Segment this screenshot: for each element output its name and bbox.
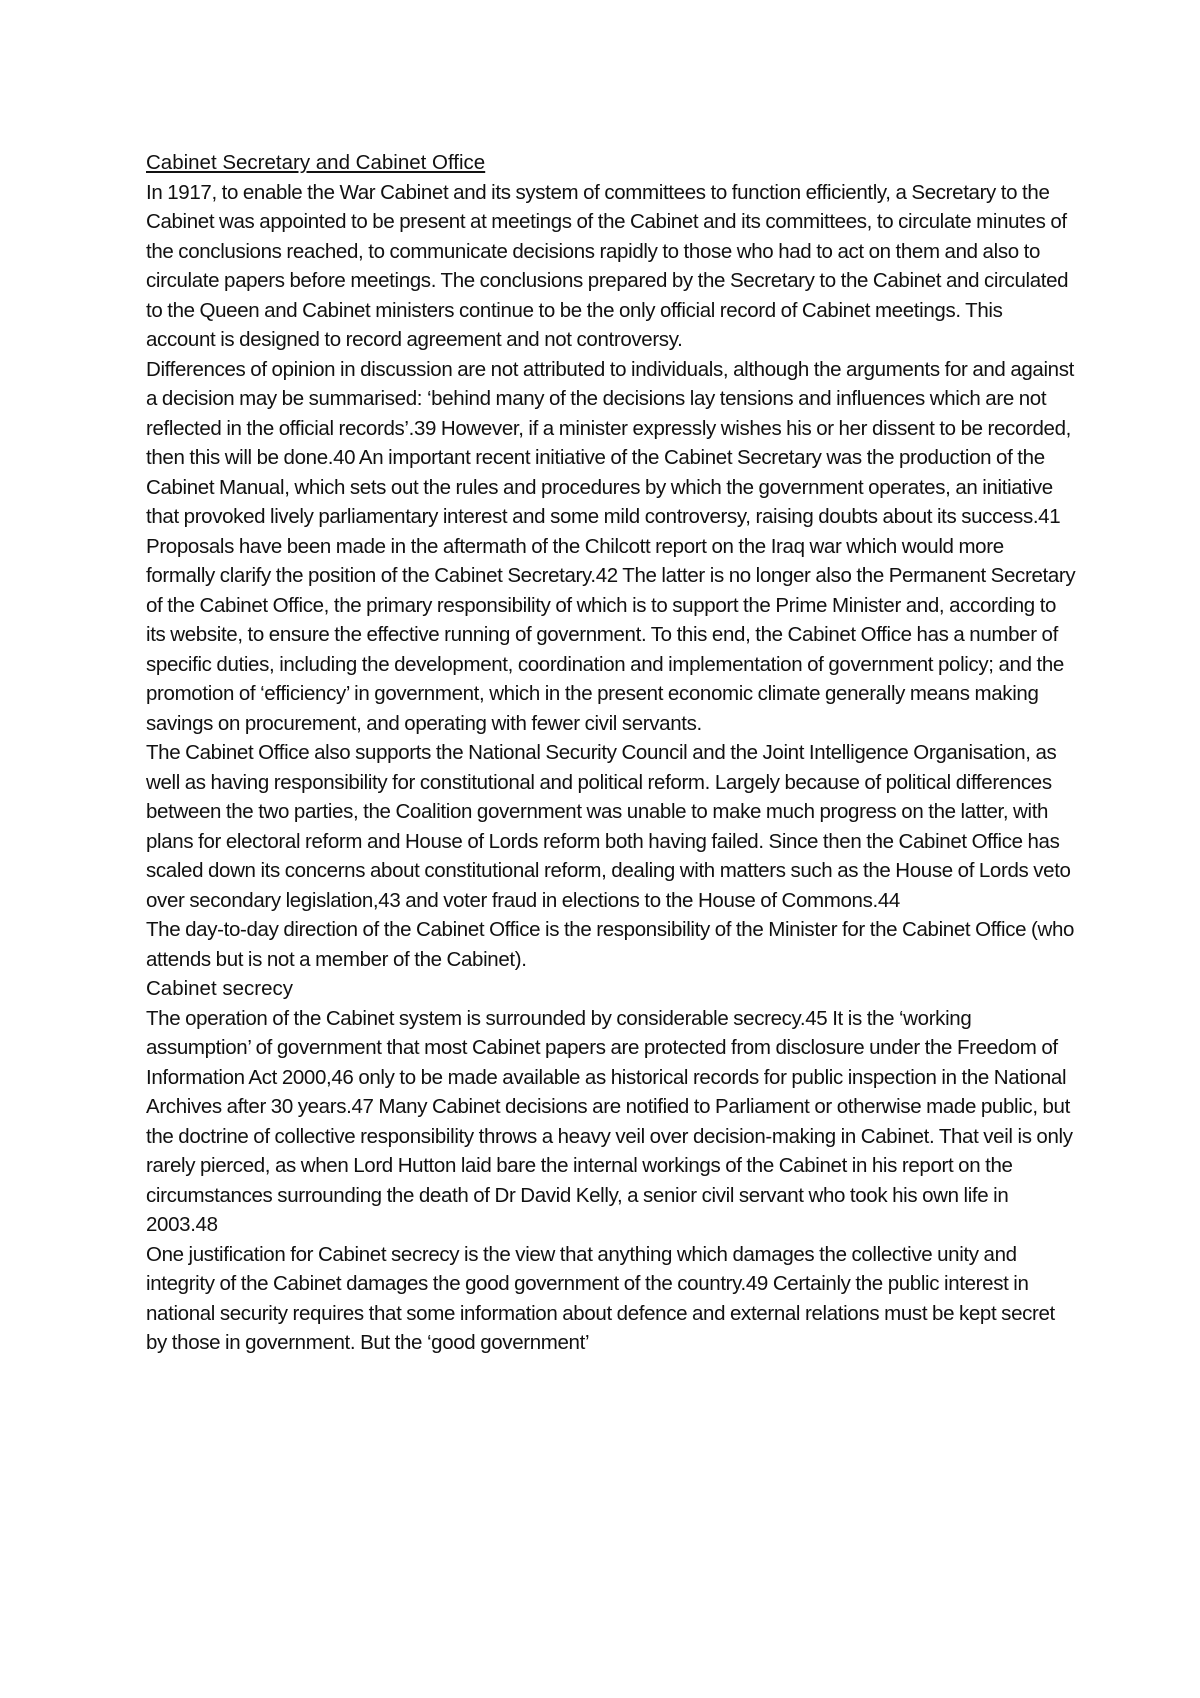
document-title: Cabinet Secretary and Cabinet Office bbox=[146, 151, 486, 174]
paragraph: The day-to-day direction of the Cabinet Office is the responsibility of the Minister for the Cabinet Office (who attends but is not a member of the Cabinet). bbox=[146, 918, 1075, 971]
document-page bbox=[146, 148, 1076, 1358]
section-heading: Cabinet secrecy bbox=[146, 977, 293, 1000]
paragraph: Proposals have been made in the aftermath of the Chilcott report on the Iraq war which would more formally clarify the position of the Cabinet Secretary.42 The latter is no longer also the Permanent Secretary of the Cabinet Office, the primary responsibility of which is to support the Prime Minister and, according to its website, to ensure the effective running of government. To this end, the Cabinet Office has a number of specific duties, including the development, coordination and implementation of government policy; and the promotion of ‘efficiency’ in government, which in the present economic climate generally means making savings on procurement, and operating with fewer civil servants. bbox=[146, 534, 1076, 735]
paragraph: One justification for Cabinet secrecy is the view that anything which damages the collective unity and integrity of the Cabinet damages the good government of the country.49 Certainly the public interest in national security requires that some information about defence and external relations must be kept secret by those in government. But the ‘good government’ bbox=[146, 1242, 1055, 1354]
paragraph: The Cabinet Office also supports the National Security Council and the Joint Intelligence Organisation, as well as having responsibility for constitutional and political reform. Largely because of political differences between the two parties, the Coalition government was unable to make much progress on the latter, with plans for electoral reform and House of Lords reform both having failed. Since then the Cabinet Office has scaled down its concerns about constitutional reform, dealing with matters such as the House of Lords veto over secondary legislation,43 and voter fraud in elections to the House of Commons.44 bbox=[146, 741, 1071, 912]
paragraph: In 1917, to enable the War Cabinet and its system of committees to function efficiently, a Secretary to the Cabinet was appointed to be present at meetings of the Cabinet and its committees, to circulate minutes of the conclusions reached, to communicate decisions rapidly to those who had to act on them and also to circulate papers before meetings. The conclusions prepared by the Secretary to the Cabinet and circulated to the Queen and Cabinet ministers continue to be the only official record of Cabinet meetings. This account is designed to record agreement and not controversy. bbox=[146, 180, 1069, 351]
paragraph: Differences of opinion in discussion are not attributed to individuals, although the arguments for and against a decision may be summarised: ‘behind many of the decisions lay tensions and influences which are not reflected in the official records’.39 However, if a minister expressly wishes his or her dissent to be recorded, then this will be done.40 An important recent initiative of the Cabinet Secretary was the production of the Cabinet Manual, which sets out the rules and procedures by which the government operates, an initiative that provoked lively parliamentary interest and some mild controversy, raising doubts about its success.41 bbox=[146, 357, 1074, 528]
paragraph: The operation of the Cabinet system is surrounded by considerable secrecy.45 It is the ‘working assumption’ of government that most Cabinet papers are protected from disclosure under the Freedom of Information Act 2000,46 only to be made available as historical records for public inspection in the National Archives after 30 years.47 Many Cabinet decisions are notified to Parliament or otherwise made public, but the doctrine of collective responsibility throws a heavy veil over decision-making in Cabinet. That veil is only rarely pierced, as when Lord Hutton laid bare the internal workings of the Cabinet in his report on the circumstances surrounding the death of Dr David Kelly, a senior civil servant who took his own life in 2003.48 bbox=[146, 1006, 1073, 1236]
